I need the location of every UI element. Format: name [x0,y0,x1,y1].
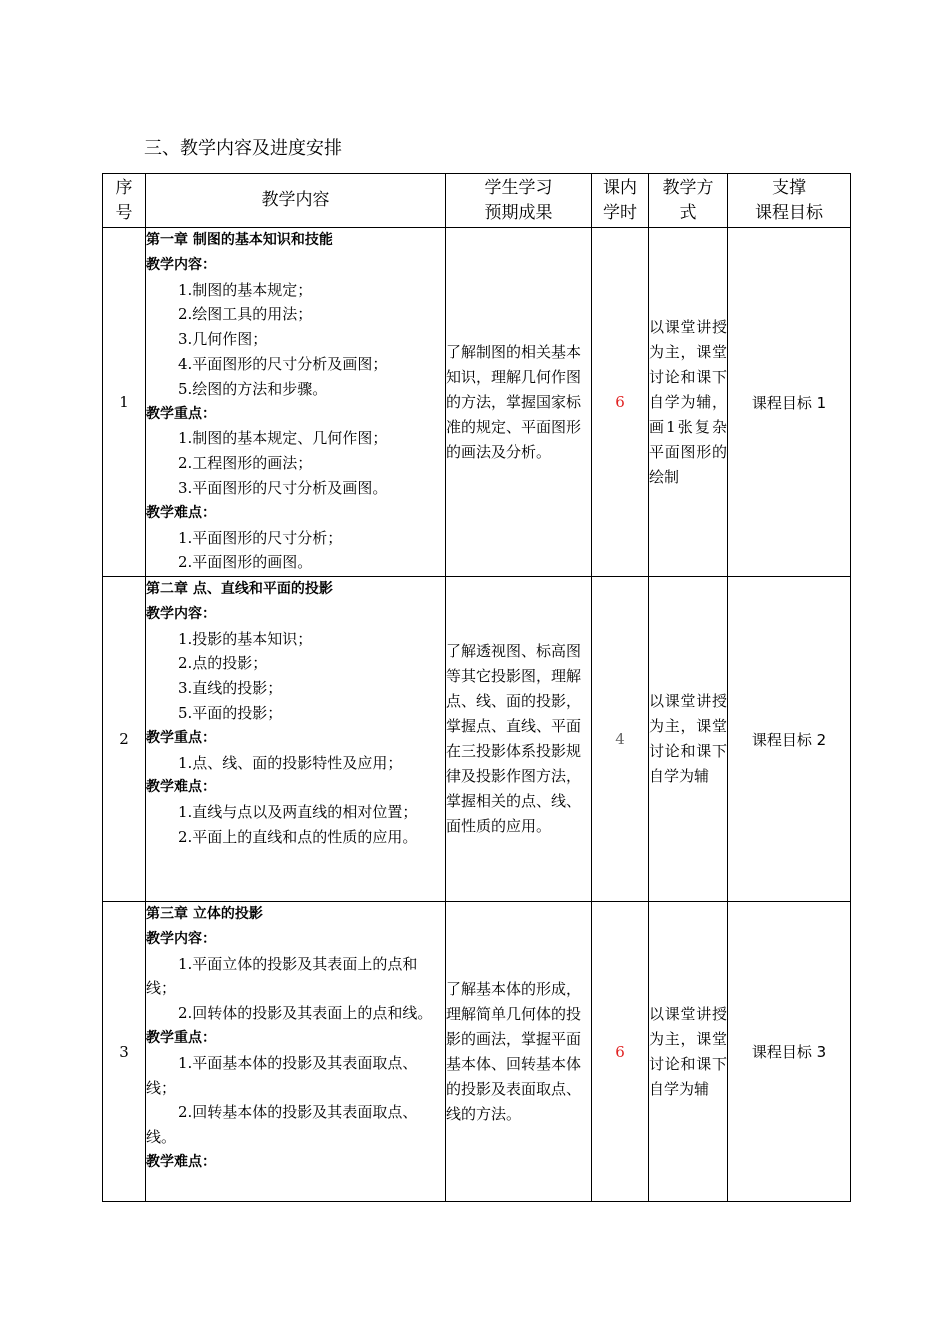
header-method: 教学方 式 [649,174,728,228]
row-index: 3 [103,902,146,1202]
section-title: 三、教学内容及进度安排 [144,138,342,159]
key-point-item: 3.平面图形的尺寸分析及画图。 [178,478,388,497]
difficulties-label: 教学难点： [146,1153,216,1170]
row-index: 2 [103,577,146,902]
content-item: 3.几何作图； [178,330,268,349]
key-point-item: 1.制图的基本规定、几何作图； [178,429,388,448]
key-point-item: 2.工程图形的画法； [178,454,313,473]
row-hours: 6 [592,902,649,1202]
header-content: 教学内容 [146,174,446,228]
table-row [103,577,851,902]
key-points-label: 教学重点： [146,729,216,746]
row-method: 以课堂讲授为主，课堂讨论和课下自学为辅 [649,577,728,902]
header-outcome: 学生学习 预期成果 [446,174,592,228]
content-item: 1.投影的基本知识； [178,629,313,648]
table-row [103,902,851,1202]
key-point-item: 2.回转基本体的投影及其表面取点、线。 [146,1103,418,1147]
chapter-title: 第三章 立体的投影 [146,906,263,922]
content-item: 3.直线的投影； [178,679,283,698]
header-target: 支撑 课程目标 [728,174,851,228]
chapter-title: 第一章 制图的基本知识和技能 [146,232,333,248]
row-target: 课程目标 3 [728,902,851,1202]
row-content [146,902,446,1202]
header-hours: 课内 学时 [592,174,649,228]
key-point-item: 1.点、线、面的投影特性及应用； [178,753,403,772]
row-target: 课程目标 1 [728,228,851,577]
row-content [146,228,446,577]
difficulty-item: 1.直线与点以及两直线的相对位置； [178,803,418,822]
key-points-label: 教学重点： [146,405,216,422]
table-row [103,228,851,577]
chapter-title: 第二章 点、直线和平面的投影 [146,581,333,597]
content-item: 5.绘图的方法和步骤。 [178,379,328,398]
row-target: 课程目标 2 [728,577,851,902]
row-outcome: 了解基本体的形成，理解简单几何体的投影的画法，掌握平面基本体、回转基本体的投影及表面取点、线的方法。 [446,902,592,1202]
content-label: 教学内容： [146,256,216,273]
difficulty-item: 2.平面图形的画图。 [178,553,313,572]
row-hours: 4 [592,577,649,902]
difficulties-label: 教学难点： [146,779,216,796]
difficulty-item: 2.平面上的直线和点的性质的应用。 [178,827,418,846]
schedule-table [102,173,851,1202]
row-method: 以课堂讲授为主，课堂讨论和课下自学为辅 [649,902,728,1202]
difficulty-item: 1.平面图形的尺寸分析； [178,528,343,547]
content-item: 2.回转体的投影及其表面上的点和线。 [178,1004,433,1023]
content-label: 教学内容： [146,605,216,622]
content-item: 1.平面立体的投影及其表面上的点和线； [146,954,418,998]
row-index: 1 [103,228,146,577]
row-hours: 6 [592,228,649,577]
row-content [146,577,446,902]
difficulties-label: 教学难点： [146,504,216,521]
key-points-label: 教学重点： [146,1029,216,1046]
content-item: 2.绘图工具的用法； [178,305,313,324]
row-outcome: 了解透视图、标高图等其它投影图，理解点、线、面的投影，掌握点、直线、平面在三投影体系投影规律及投影作图方法，掌握相关的点、线、面性质的应用。 [446,577,592,902]
header-row [103,174,851,228]
content-item: 5.平面的投影； [178,703,283,722]
row-outcome: 了解制图的相关基本知识，理解几何作图的方法，掌握国家标准的规定、平面图形的画法及分析。 [446,228,592,577]
key-point-item: 1.平面基本体的投影及其表面取点、线； [146,1053,418,1097]
row-method: 以课堂讲授为主，课堂讨论和课下自学为辅，画1张复杂平面图形的绘制 [649,228,728,577]
content-item: 2.点的投影； [178,654,268,673]
content-label: 教学内容： [146,930,216,947]
content-item: 4.平面图形的尺寸分析及画图； [178,354,388,373]
content-item: 1.制图的基本规定； [178,280,313,299]
header-index: 序 号 [103,174,146,228]
